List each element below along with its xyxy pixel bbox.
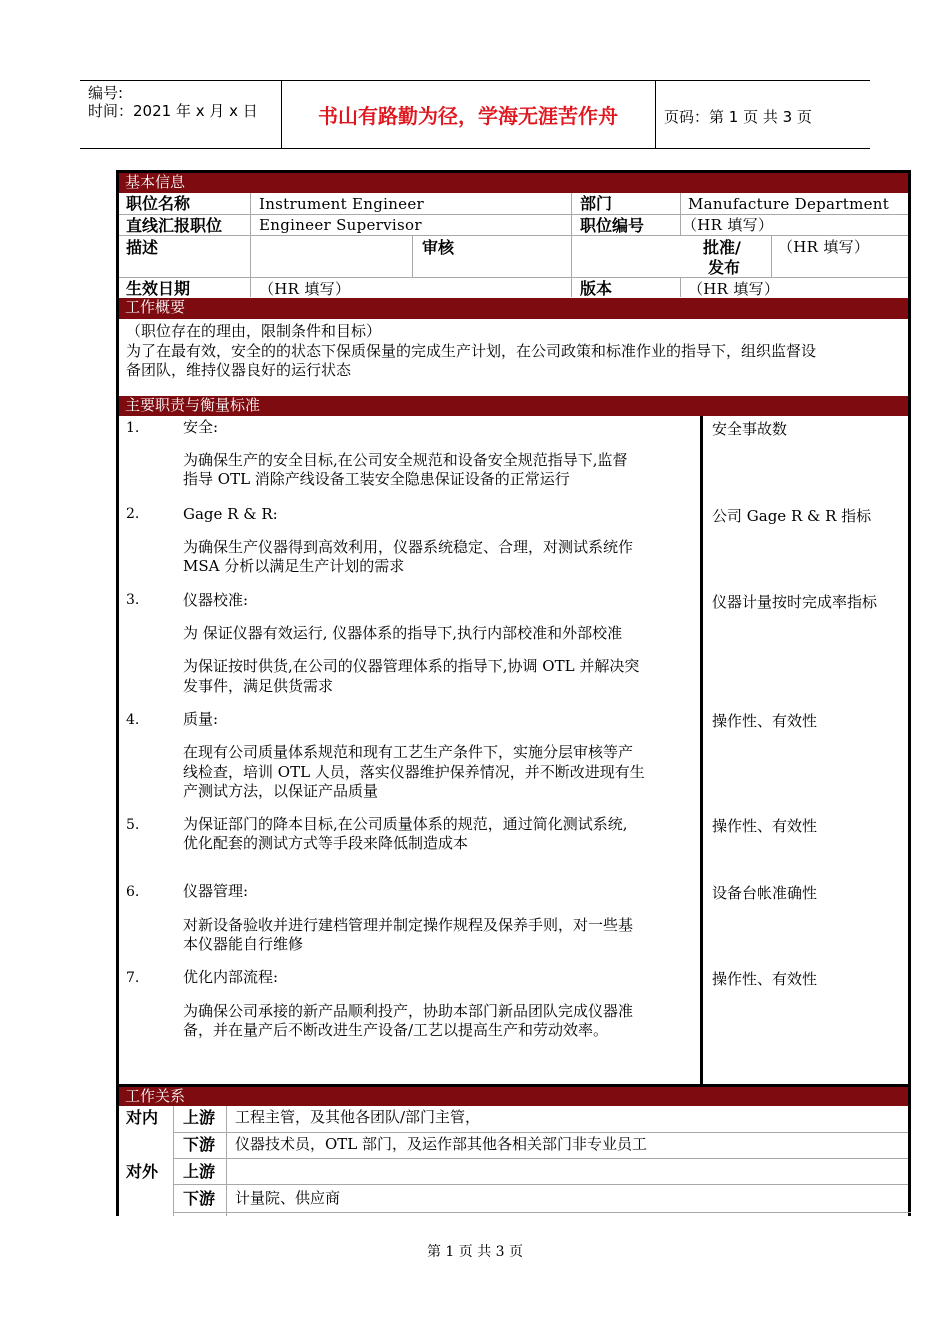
grid-row-3 [119, 277, 908, 278]
section-bar-basic-info: 基本信息 [119, 173, 908, 193]
relations-col-1 [173, 1106, 174, 1216]
duty-2-number: 2. [126, 506, 140, 522]
duty-2-body-1: 为确保生产仪器得到高效利用，仪器系统稳定、合理，对测试系统作 [183, 538, 634, 556]
relations-external-downstream-label: 下游 [183, 1189, 216, 1208]
duty-3-head: 仪器校准: [183, 591, 249, 609]
header-motto: 书山有路勤为径，学海无涯苦作舟 [318, 104, 618, 128]
duty-7-metric: 操作性、有效性 [712, 970, 818, 988]
duty-7-head: 优化内部流程: [183, 968, 279, 986]
duty-3-number: 3. [126, 592, 140, 608]
duty-4-body-2: 线检查，培训 OTL 人员，落实仪器维护保养情况，并不断改进现有生 [183, 763, 645, 781]
duty-6-body-2: 本仪器能自行维修 [183, 935, 304, 953]
duty-5-body-1: 为保证部门的降本目标,在公司质量体系的规范，通过简化测试系统, [183, 815, 628, 833]
grid-col-6 [680, 277, 681, 297]
grid-row-2 [119, 235, 908, 236]
header-bottom-rule [80, 148, 870, 149]
duty-6-number: 6. [126, 884, 140, 900]
grid-row-1 [119, 214, 908, 215]
footer-page-number: 第 1 页 共 3 页 [426, 1244, 524, 1260]
summary-hint: （职位存在的理由，限制条件和目标） [126, 322, 382, 340]
section-bar-summary: 工作概要 [119, 298, 908, 319]
duty-1-number: 1. [126, 420, 140, 436]
duty-6-body-1: 对新设备验收并进行建档管理并制定操作规程及保养手则，对一些基 [183, 916, 634, 934]
relations-internal-upstream-value: 工程主管，及其他各团队/部门主管， [235, 1108, 481, 1126]
describe-label: 描述 [126, 238, 159, 257]
duty-2-head: Gage R & R: [183, 505, 278, 523]
duty-5-metric: 操作性、有效性 [712, 817, 818, 835]
grid-col-1 [250, 193, 251, 297]
approve-label-line2: 发布 [708, 258, 741, 277]
header-top-rule [80, 80, 870, 81]
header-left [88, 84, 258, 120]
duty-1-body-2: 指导 OTL 消除产线设备工装安全隐患保证设备的正常运行 [183, 470, 570, 488]
duty-3-metric: 仪器计量按时完成率指标 [712, 593, 878, 611]
effective-date-value: （HR 填写） [259, 280, 351, 298]
duty-3-body2-2: 发事件，满足供货需求 [183, 677, 334, 695]
duty-3-body-1: 为 保证仪器有效运行, 仪器体系的指导下,执行内部校准和外部校准 [183, 624, 623, 642]
approve-value: （HR 填写） [778, 238, 870, 256]
grid-col-4 [680, 193, 681, 235]
grid-col-5 [771, 235, 772, 277]
duty-1-metric: 安全事故数 [712, 420, 788, 438]
duty-6-metric: 设备台帐准确性 [712, 884, 818, 902]
header-divider-2 [655, 80, 656, 148]
department-value: Manufacture Department [688, 195, 890, 213]
approve-label-line1: 批准/ [703, 238, 741, 257]
relations-row-2 [173, 1158, 908, 1159]
department-label: 部门 [580, 194, 613, 213]
version-label: 版本 [580, 279, 613, 298]
relations-internal-downstream-label: 下游 [183, 1135, 216, 1154]
relations-row-4 [173, 1212, 911, 1213]
grid-col-3 [571, 193, 572, 297]
frame-right-border [908, 170, 911, 1216]
duty-6-head: 仪器管理: [183, 882, 249, 900]
relations-row-3 [173, 1184, 908, 1185]
duty-5-body-2: 优化配套的测试方式等手段来降低制造成本 [183, 834, 469, 852]
duty-4-number: 4. [126, 712, 140, 728]
duty-2-body-2: MSA 分析以满足生产计划的需求 [183, 557, 405, 575]
duty-4-head: 质量: [183, 710, 219, 728]
duty-4-metric: 操作性、有效性 [712, 712, 818, 730]
duty-4-body-1: 在现有公司质量体系规范和现有工艺生产条件下，实施分层审核等产 [183, 743, 634, 761]
relations-bottom-gap [119, 1212, 173, 1216]
document-number-label: 编号: [88, 84, 124, 102]
position-name-label: 职位名称 [126, 194, 191, 213]
duty-7-body-1: 为确保公司承接的新产品顺利投产，协助本部门新品团队完成仪器准 [183, 1002, 634, 1020]
relations-col-2 [226, 1106, 227, 1216]
relations-internal-upstream-label: 上游 [183, 1108, 216, 1127]
report-to-value: Engineer Supervisor [259, 216, 422, 234]
duty-7-body-2: 备，并在量产后不断改进生产设备/工艺以提高生产和劳动效率。 [183, 1021, 609, 1039]
relations-internal-downstream-value: 仪器技术员，OTL 部门，及运作部其他各相关部门非专业员工 [235, 1135, 648, 1153]
summary-line-1: 为了在最有效，安全的的状态下保质保量的完成生产计划，在公司政策和标准作业的指导下，组织监督设 [126, 342, 817, 360]
duty-5-number: 5. [126, 817, 140, 833]
section-bar-relations: 工作关系 [119, 1087, 908, 1106]
section-bar-duties: 主要职责与衡量标准 [119, 396, 908, 416]
position-code-label: 职位编号 [580, 216, 645, 235]
effective-date-label: 生效日期 [126, 279, 191, 298]
grid-col-2 [412, 235, 413, 277]
summary-line-2: 备团队，维持仪器良好的运行状态 [126, 361, 352, 379]
duty-1-head: 安全: [183, 418, 219, 436]
version-value: （HR 填写） [688, 280, 780, 298]
relations-internal-label: 对内 [126, 1108, 159, 1127]
review-label: 审核 [422, 238, 455, 257]
duty-3-body2-1: 为保证按时供货,在公司的仪器管理体系的指导下,协调 OTL 并解决突 [183, 657, 640, 675]
relations-row-1 [173, 1132, 908, 1133]
relations-external-label: 对外 [126, 1162, 159, 1181]
header-page-number: 页码：第 1 页 共 3 页 [664, 108, 812, 126]
frame-left-border [116, 170, 119, 1216]
document-time-label: 时间：2021 年 x 月 x 日 [88, 102, 258, 120]
position-name-value: Instrument Engineer [259, 195, 424, 213]
duties-column-divider [700, 416, 703, 1086]
duty-4-body-3: 产测试方法，以保证产品质量 [183, 782, 379, 800]
relations-external-upstream-label: 上游 [183, 1162, 216, 1181]
report-to-label: 直线汇报职位 [126, 216, 223, 235]
position-code-value: （HR 填写） [682, 216, 774, 234]
duty-7-number: 7. [126, 970, 140, 986]
duty-1-body-1: 为确保生产的安全目标,在公司安全规范和设备安全规范指导下,监督 [183, 451, 628, 469]
relations-external-downstream-value: 计量院、供应商 [235, 1189, 341, 1207]
duty-2-metric: 公司 Gage R & R 指标 [712, 507, 872, 525]
